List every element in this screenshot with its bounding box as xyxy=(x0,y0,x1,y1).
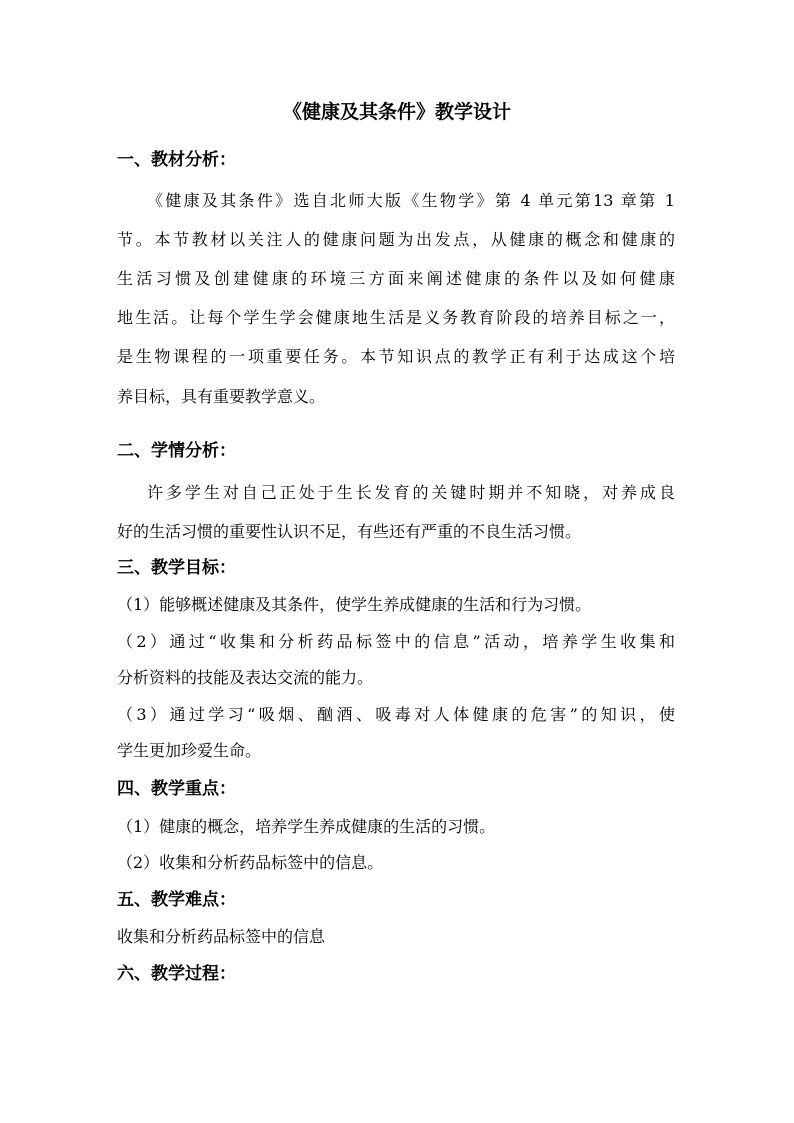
paragraph-line: 养目标，具有重要教学意义。 xyxy=(117,387,326,406)
focus-item: （2）收集和分析药品标签中的信息。 xyxy=(117,853,384,872)
section-heading-textbook-analysis: 一、教材分析： xyxy=(117,150,236,170)
section-heading-teaching-objectives: 三、教学目标： xyxy=(117,558,236,578)
objective-item: （2）通过“收集和分析药品标签中的信息”活动，培养学生收集和 xyxy=(117,632,675,651)
focus-item: （1）健康的概念，培养学生养成健康的生活的习惯。 xyxy=(117,817,496,836)
section-heading-teaching-process: 六、教学过程： xyxy=(117,964,236,984)
objective-item-continued: 学生更加珍爱生命。 xyxy=(117,741,262,760)
paragraph-line: 地生活。让每个学生学会健康地生活是义务教育阶段的培养目标之一， xyxy=(117,308,675,327)
document-title: 《健康及其条件》教学设计 xyxy=(282,101,511,123)
section-heading-teaching-focus: 四、教学重点： xyxy=(117,779,236,799)
objective-item: （3）通过学习“吸烟、酗酒、吸毒对人体健康的危害”的知识，使 xyxy=(117,705,675,724)
objective-item: （1）能够概述健康及其条件，使学生养成健康的生活和行为习惯。 xyxy=(117,595,592,614)
paragraph-line: 节。本节教材以关注人的健康问题为出发点，从健康的概念和健康的 xyxy=(117,230,675,249)
difficulty-item: 收集和分析药品标签中的信息 xyxy=(117,927,326,946)
paragraph-line: 是生物课程的一项重要任务。本节知识点的教学正有利于达成这个培 xyxy=(117,347,675,366)
paragraph-line: 《健康及其条件》选自北师大版《生物学》第 4 单元第13 章第 1 xyxy=(147,191,675,210)
section-heading-teaching-difficulty: 五、教学难点： xyxy=(117,890,236,910)
section-heading-student-analysis: 二、学情分析： xyxy=(117,441,236,461)
paragraph-line: 许多学生对自己正处于生长发育的关键时期并不知晓，对养成良 xyxy=(147,483,675,502)
paragraph-line: 好的生活习惯的重要性认识不足，有些还有严重的不良生活习惯。 xyxy=(117,522,582,541)
objective-item-continued: 分析资料的技能及表达交流的能力。 xyxy=(117,668,374,687)
paragraph-line: 生活习惯及创建健康的环境三方面来阐述健康的条件以及如何健康 xyxy=(117,269,675,288)
